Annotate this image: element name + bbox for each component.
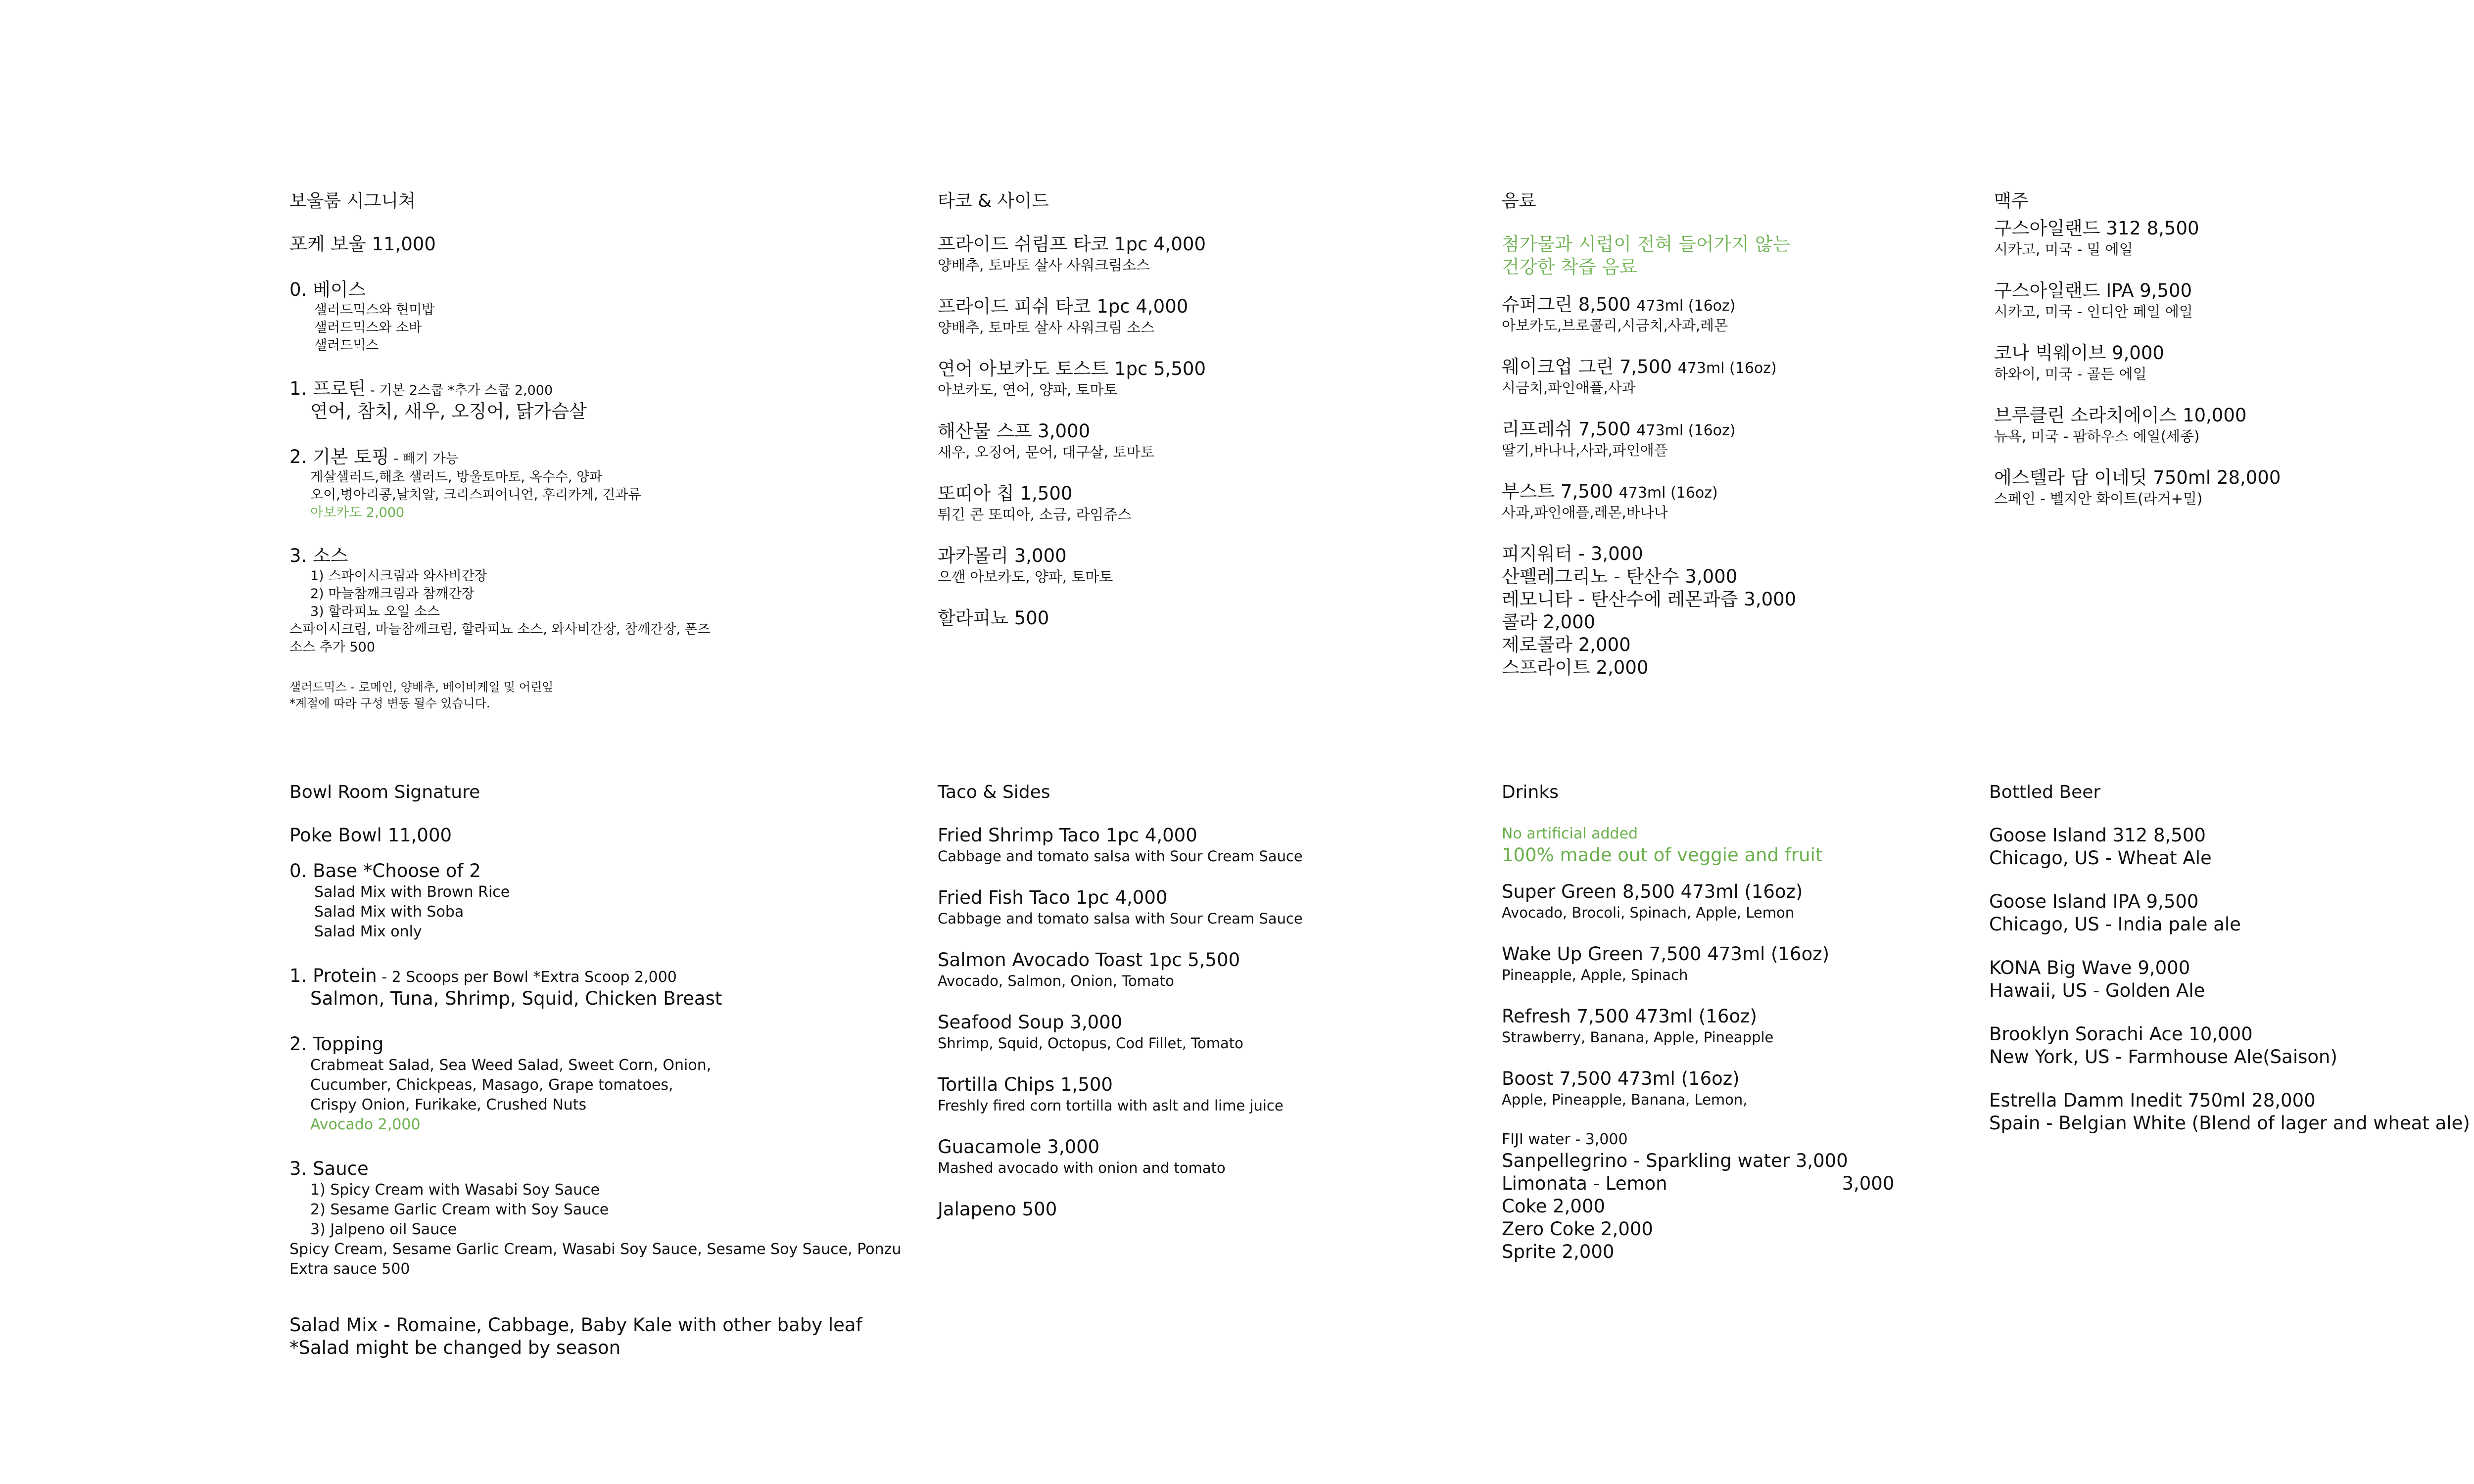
menu-item-name: 과카몰리 3,000 [938, 545, 1067, 566]
beer-name: 브루클린 소라치에이스 10,000 [1994, 405, 2247, 426]
menu-item-desc: Mashed avocado with onion and tomato [938, 1159, 1226, 1176]
juice-desc: Strawberry, Banana, Apple, Pineapple [1502, 1029, 1774, 1046]
menu-item [938, 824, 1303, 866]
beer-name: 구스아일랜드 IPA 9,500 [1994, 280, 2192, 301]
menu-item-desc: Shrimp, Squid, Octopus, Cod Fillet, Tomato [938, 1035, 1243, 1052]
beer-item [1994, 342, 2281, 383]
beer-desc: 스페인 - 벨지안 화이트(라거+밀) [1994, 490, 2203, 507]
beer-item [1989, 957, 2470, 1002]
menu-item [938, 233, 1206, 275]
en-drinks-title: Drinks [1502, 782, 1559, 802]
drink-item: Limonata - Lemon 3,000 [1502, 1173, 1895, 1194]
juice-desc: 사과,파인애플,레몬,바나나 [1502, 504, 1668, 521]
menu-item [938, 949, 1303, 990]
kr-topping-line: 오이,병아리콩,날치알, 크리스피어니언, 후리카게, 견과류 [310, 487, 641, 503]
menu-item-desc: 양배추, 토마토 살사 사워크림소스 [938, 257, 1150, 274]
beer-item [1989, 1023, 2470, 1068]
kr-beer-section [1994, 190, 2281, 529]
drink-item: Sanpellegrino - Sparkling water 3,000 [1502, 1150, 1848, 1171]
beer-name: KONA Big Wave 9,000 [1989, 957, 2190, 978]
kr-season-note: *계절에 따라 구성 변동 될수 있습니다. [289, 696, 490, 710]
menu-item-desc: Avocado, Salmon, Onion, Tomato [938, 973, 1174, 989]
drink-item: 레모니타 - 탄산수에 레몬과즙 3,000 [1502, 589, 1797, 610]
menu-item-name: 해산물 스프 3,000 [938, 420, 1091, 442]
kr-sauce-item: 3) 할라피뇨 오일 소스 [310, 604, 440, 619]
menu-item [938, 545, 1206, 586]
en-taco-section [938, 782, 1303, 1242]
kr-base-item: 샐러드믹스와 현미밥 [314, 302, 435, 318]
beer-item [1994, 404, 2281, 446]
drink-item: 피지워터 - 3,000 [1502, 543, 1643, 564]
menu-item [938, 1011, 1303, 1053]
menu-item-desc: 아보카도, 연어, 양파, 토마토 [938, 381, 1118, 398]
menu-item [938, 420, 1206, 462]
en-sauce-all: Spicy Cream, Sesame Garlic Cream, Wasabi Soy Sauce, Sesame Soy Sauce, Ponzu [289, 1241, 902, 1258]
drink-item: 산펠레그리노 - 탄산수 3,000 [1502, 566, 1738, 587]
kr-sauce-item: 2) 마늘참깨크림과 참깨간장 [310, 586, 475, 602]
juice-name: 부스트 7,500 473ml (16oz) [1502, 481, 1718, 502]
beer-desc: 뉴욕, 미국 - 팜하우스 에일(세종) [1994, 428, 2200, 445]
en-taco-title: Taco & Sides [938, 782, 1050, 802]
drink-item: Zero Coke 2,000 [1502, 1218, 1653, 1240]
en-beer-title: Bottled Beer [1989, 782, 2101, 802]
menu-item-name: Salmon Avocado Toast 1pc 5,500 [938, 949, 1240, 971]
drink-item: Sprite 2,000 [1502, 1241, 1615, 1262]
en-bowl-section [289, 782, 901, 1359]
en-topping-avocado: Avocado 2,000 [310, 1116, 421, 1133]
en-base-title: 0. Base *Choose of 2 [289, 860, 481, 881]
en-drinks-tagline: 100% made out of veggie and fruit [1502, 844, 1823, 866]
beer-name: Estrella Damm Inedit 750ml 28,000 [1989, 1090, 2316, 1111]
juice-desc: 시금치,파인애플,사과 [1502, 379, 1636, 396]
menu-item-desc: 튀긴 콘 또띠아, 소금, 라임쥬스 [938, 506, 1132, 523]
beer-desc: Chicago, US - India pale ale [1989, 914, 2241, 935]
en-base-item: Salad Mix only [314, 923, 422, 940]
kr-taco-title: 타코 & 사이드 [938, 191, 1049, 211]
en-bowl-title: Bowl Room Signature [289, 782, 480, 802]
kr-drinks-title: 음료 [1502, 191, 1536, 211]
en-poke-bowl: Poke Bowl 11,000 [289, 825, 452, 846]
menu-item-name: 프라이드 피쉬 타코 1pc 4,000 [938, 296, 1189, 317]
kr-protein-items: 연어, 참치, 새우, 오징어, 닭가슴살 [310, 401, 587, 422]
juice-item [1502, 480, 1796, 522]
kr-drinks-section [1502, 190, 1796, 679]
kr-poke-bowl: 포케 보울 11,000 [289, 233, 436, 255]
juice-name: Wake Up Green 7,500 473ml (16oz) [1502, 943, 1830, 965]
juice-item [1502, 1067, 1894, 1109]
menu-item [938, 1073, 1303, 1115]
en-season-note: *Salad might be changed by season [289, 1337, 621, 1358]
beer-desc: Spain - Belgian White (Blend of lager and wheat ale) [1989, 1113, 2470, 1134]
juice-desc: Avocado, Brocoli, Spinach, Apple, Lemon [1502, 904, 1795, 921]
beer-desc: Chicago, US - Wheat Ale [1989, 847, 2212, 869]
juice-item [1502, 293, 1796, 335]
drink-item: 제로콜라 2,000 [1502, 634, 1631, 655]
menu-item-name: Tortilla Chips 1,500 [938, 1074, 1113, 1095]
menu-item [938, 1198, 1303, 1221]
en-drinks-section [1502, 782, 1894, 1263]
en-topping-item: Crabmeat Salad, Sea Weed Salad, Sweet Corn, Onion, [310, 1057, 712, 1074]
menu-item-desc: Freshly fired corn tortilla with aslt and lime juice [938, 1097, 1284, 1114]
beer-name: 에스텔라 담 이네딧 750ml 28,000 [1994, 467, 2281, 488]
menu-item-name: Jalapeno 500 [938, 1199, 1057, 1220]
kr-taco-section [938, 190, 1206, 650]
kr-base-item: 샐러드믹스 [314, 338, 379, 353]
kr-topping-avocado: 아보카도 2,000 [310, 505, 405, 520]
kr-beer-title: 맥주 [1994, 191, 2029, 211]
menu-item-desc: 양배추, 토마토 살사 사워크림 소스 [938, 319, 1155, 336]
kr-protein-heading [289, 377, 711, 400]
en-protein-items: Salmon, Tuna, Shrimp, Squid, Chicken Breast [310, 988, 722, 1009]
drink-item: Coke 2,000 [1502, 1196, 1606, 1217]
menu-item-name: 또띠아 칩 1,500 [938, 483, 1073, 504]
drink-item: 스프라이트 2,000 [1502, 657, 1649, 678]
juice-desc: 아보카도,브로콜리,시금치,사과,레몬 [1502, 317, 1728, 334]
juice-item [1502, 356, 1796, 397]
beer-desc: 시카고, 미국 - 인디안 페일 에일 [1994, 303, 2193, 320]
beer-item [1989, 824, 2470, 870]
juice-item [1502, 1005, 1894, 1047]
beer-item [1989, 1089, 2470, 1135]
kr-topping-heading [289, 446, 711, 468]
kr-drinks-tagline: 건강한 착즙 음료 [1502, 256, 1637, 278]
beer-name: Brooklyn Sorachi Ace 10,000 [1989, 1023, 2253, 1045]
juice-item [1502, 418, 1796, 460]
menu-item-name: Fried Shrimp Taco 1pc 4,000 [938, 825, 1197, 846]
en-beer-section [1989, 782, 2470, 1156]
en-sauce-item: 1) Spicy Cream with Wasabi Soy Sauce [310, 1181, 600, 1199]
kr-sauce-item: 1) 스파이시크림과 와사비간장 [310, 568, 487, 584]
en-base-item: Salad Mix with Soba [314, 903, 464, 921]
kr-topping-line: 게살샐러드,해초 샐러드, 방울토마토, 옥수수, 양파 [310, 469, 603, 485]
menu-item-name: 할라피뇨 500 [938, 607, 1049, 629]
juice-item [1502, 881, 1894, 922]
en-sauce-title: 3. Sauce [289, 1158, 369, 1179]
beer-item [1994, 279, 2281, 321]
menu-item [938, 358, 1206, 399]
menu-item-desc: 새우, 오징어, 문어, 대구살, 토마토 [938, 444, 1154, 461]
juice-desc: 딸기,바나나,사과,파인애플 [1502, 442, 1668, 459]
menu-item [938, 482, 1206, 524]
en-sauce-item: 3) Jalpeno oil Sauce [310, 1221, 457, 1238]
kr-salad-note: 샐러드믹스 - 로메인, 양배추, 베이비케일 및 어린잎 [289, 680, 554, 694]
en-protein-note: - 2 Scoops per Bowl *Extra Scoop 2,000 [377, 969, 677, 986]
beer-name: Goose Island IPA 9,500 [1989, 891, 2199, 912]
menu-item [938, 607, 1206, 630]
en-salad-note: Salad Mix - Romaine, Cabbage, Baby Kale with other baby leaf [289, 1314, 862, 1336]
en-sauce-extra: Extra sauce 500 [289, 1260, 410, 1278]
menu-item-desc: 으깬 아보카도, 양파, 토마토 [938, 568, 1113, 585]
menu-item-desc: Cabbage and tomato salsa with Sour Cream Sauce [938, 848, 1303, 865]
kr-sauce-title: 3. 소스 [289, 545, 348, 566]
kr-bowl-title: 보울룸 시그니쳐 [289, 191, 416, 211]
menu-item-name: 연어 아보카도 토스트 1pc 5,500 [938, 358, 1206, 379]
kr-drinks-tagline: 첨가물과 시럽이 전혀 들어가지 않는 [1502, 233, 1791, 255]
menu-item [938, 1136, 1303, 1177]
kr-base-item: 샐러드믹스와 소바 [314, 320, 422, 335]
en-topping-item: Cucumber, Chickpeas, Masago, Grape tomatoes, [310, 1076, 673, 1094]
en-topping-item: Crispy Onion, Furikake, Crushed Nuts [310, 1096, 587, 1113]
juice-name: Super Green 8,500 473ml (16oz) [1502, 881, 1803, 902]
beer-item [1994, 466, 2281, 508]
en-protein-heading [289, 965, 901, 987]
en-base-item: Salad Mix with Brown Rice [314, 883, 510, 901]
juice-name: 리프레쉬 7,500 473ml (16oz) [1502, 418, 1736, 440]
menu-item-desc: Cabbage and tomato salsa with Sour Cream Sauce [938, 910, 1303, 927]
beer-name: Goose Island 312 8,500 [1989, 825, 2206, 846]
juice-item [1502, 943, 1894, 984]
juice-name: Boost 7,500 473ml (16oz) [1502, 1068, 1740, 1089]
juice-name: Refresh 7,500 473ml (16oz) [1502, 1006, 1757, 1027]
juice-desc: Pineapple, Apple, Spinach [1502, 967, 1688, 983]
menu-item-name: Fried Fish Taco 1pc 4,000 [938, 887, 1168, 908]
juice-name: 웨이크업 그린 7,500 473ml (16oz) [1502, 356, 1777, 377]
kr-sauce-extra: 소스 추가 500 [289, 640, 376, 655]
beer-desc: New York, US - Farmhouse Ale(Saison) [1989, 1046, 2337, 1067]
kr-base-title: 0. 베이스 [289, 279, 366, 300]
en-topping-title: 2. Topping [289, 1033, 384, 1055]
kr-topping-note: - 빼기 가능 [389, 451, 459, 466]
drink-item-fiji: FIJI water - 3,000 [1502, 1131, 1628, 1148]
juice-name: 슈퍼그린 8,500 473ml (16oz) [1502, 294, 1736, 315]
beer-desc: 하와이, 미국 - 골든 에일 [1994, 366, 2147, 382]
kr-protein-title: 1. 프로틴 [289, 378, 366, 399]
menu-item-name: Seafood Soup 3,000 [938, 1012, 1123, 1033]
beer-item [1994, 217, 2281, 259]
kr-topping-title: 2. 기본 토핑 [289, 446, 389, 467]
drink-item: 콜라 2,000 [1502, 611, 1596, 633]
en-protein-title: 1. Protein [289, 965, 377, 986]
en-sauce-item: 2) Sesame Garlic Cream with Soy Sauce [310, 1201, 609, 1218]
beer-name: 코나 빅웨이브 9,000 [1994, 342, 2164, 364]
beer-desc: 시카고, 미국 - 밀 에일 [1994, 241, 2133, 258]
beer-item [1989, 890, 2470, 936]
beer-name: 구스아일랜드 312 8,500 [1994, 218, 2199, 239]
menu-item [938, 295, 1206, 337]
kr-sauce-all: 스파이시크림, 마늘참깨크림, 할라피뇨 소스, 와사비간장, 참깨간장, 폰즈 [289, 622, 711, 637]
en-drinks-tagline: No artificial added [1502, 825, 1638, 842]
beer-desc: Hawaii, US - Golden Ale [1989, 980, 2205, 1001]
juice-desc: Apple, Pineapple, Banana, Lemon, [1502, 1091, 1748, 1108]
menu-item-name: Guacamole 3,000 [938, 1136, 1100, 1158]
menu-item [938, 886, 1303, 928]
kr-bowl-section [289, 190, 711, 712]
menu-item-name: 프라이드 쉬림프 타코 1pc 4,000 [938, 233, 1206, 255]
kr-protein-note: - 기본 2스쿱 *추가 스쿱 2,000 [366, 383, 553, 398]
